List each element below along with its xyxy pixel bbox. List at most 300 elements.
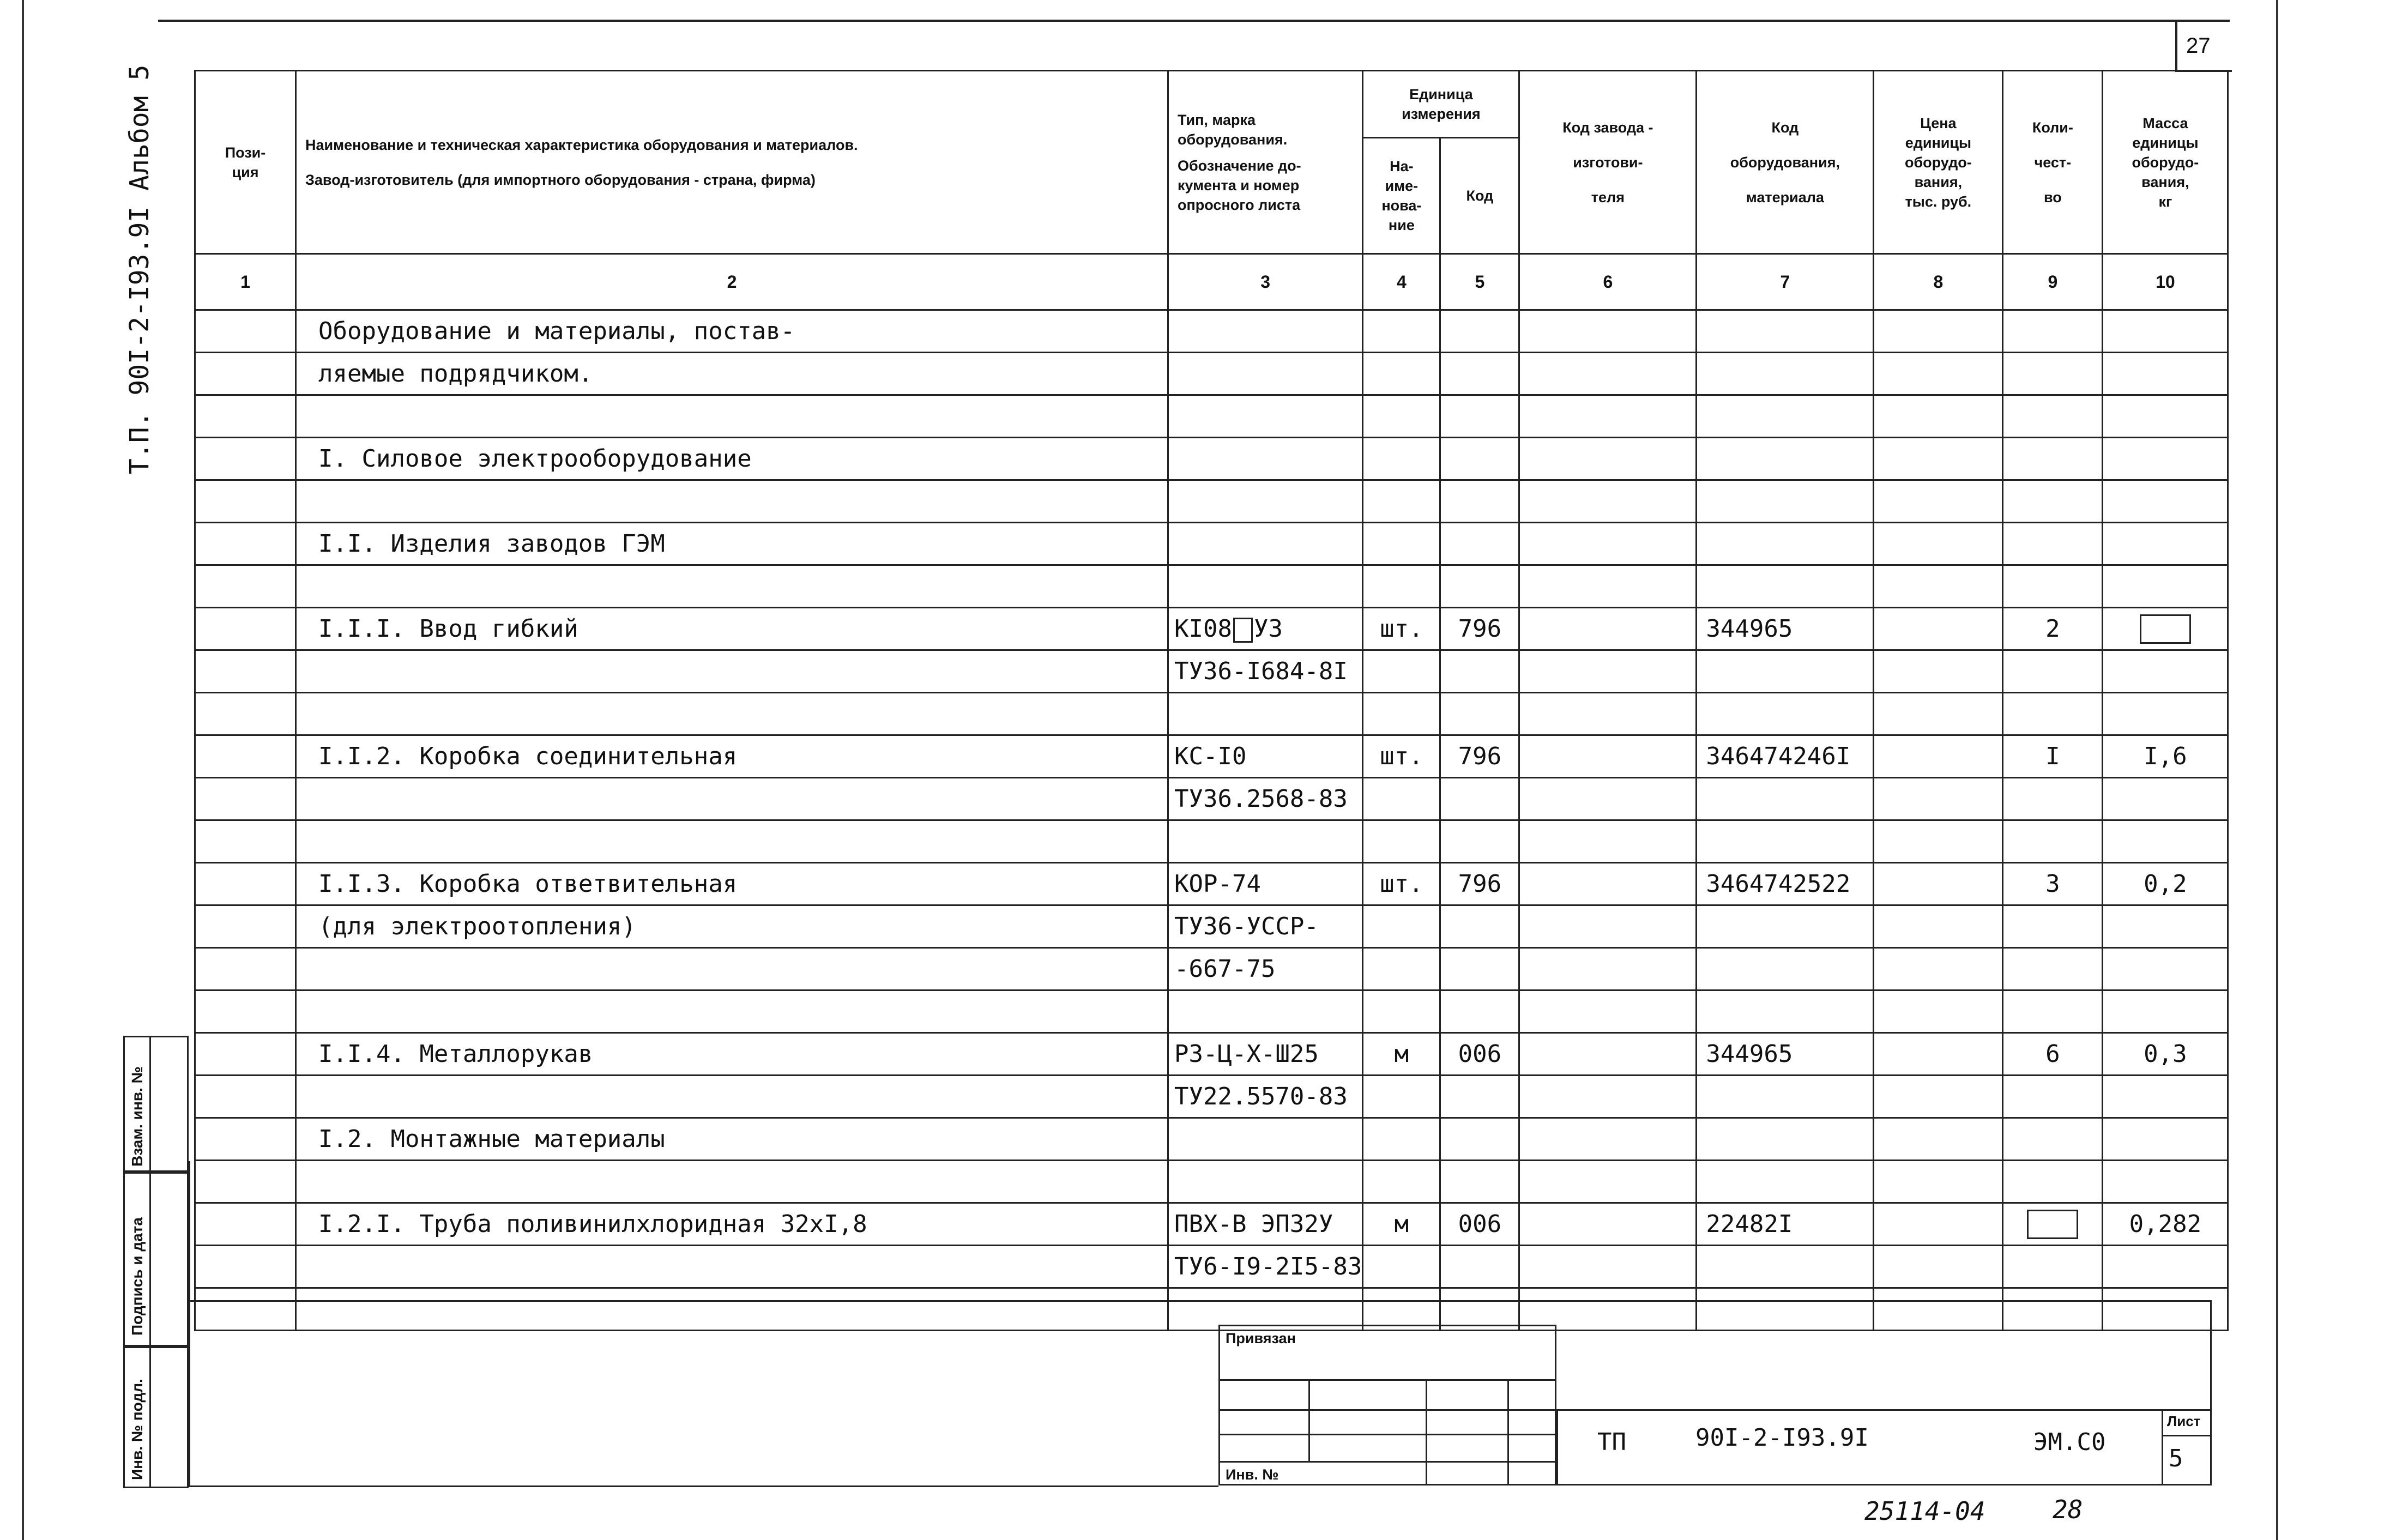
table-row: [195, 310, 2228, 353]
unit-cell: м: [1363, 1033, 1440, 1076]
unit-cell: [1363, 1118, 1440, 1161]
header-unit-group: Единица измерения: [1363, 71, 1519, 138]
name-cell: I.2. Монтажные материалы: [296, 1118, 1168, 1161]
page-top-border: [158, 20, 2230, 22]
quantity-cell: [2003, 1076, 2103, 1118]
code-cell: 796: [1440, 863, 1519, 905]
table-row: [195, 1288, 2228, 1331]
header-quantity: Коли- чест- во: [2003, 71, 2103, 254]
table-row: [195, 438, 2228, 480]
position-cell: [195, 1033, 296, 1076]
equipment-code-cell: [1697, 693, 1874, 735]
unit-cell: [1363, 310, 1440, 353]
equipment-code-cell: [1697, 991, 1874, 1033]
name-cell: [296, 1246, 1168, 1288]
code-cell: [1440, 650, 1519, 693]
price-cell: [1874, 1161, 2003, 1203]
maker-code-cell: [1519, 565, 1697, 608]
unit-cell: [1363, 438, 1440, 480]
unit-cell: м: [1363, 1203, 1440, 1246]
maker-code-cell: [1519, 1203, 1697, 1246]
sheet-number: 27: [2186, 34, 2211, 58]
mass-cell: [2103, 820, 2228, 863]
type-cell: KI08 У3: [1168, 608, 1363, 650]
type-cell: ТУ22.5570-83: [1168, 1076, 1363, 1118]
mass-cell: [2103, 948, 2228, 991]
name-cell: [296, 991, 1168, 1033]
header-maker-code: Код завода - изготови- теля: [1519, 71, 1697, 254]
price-cell: [1874, 523, 2003, 565]
code-cell: [1440, 395, 1519, 438]
type-cell: [1168, 353, 1363, 395]
code-cell: 796: [1440, 735, 1519, 778]
unit-cell: шт.: [1363, 735, 1440, 778]
code-cell: [1440, 1288, 1519, 1331]
equipment-code-cell: 22482I: [1697, 1203, 1874, 1246]
code-cell: [1440, 948, 1519, 991]
equipment-code-cell: [1697, 1246, 1874, 1288]
title-block: [1556, 1409, 2212, 1485]
name-cell: [296, 565, 1168, 608]
unit-cell: [1363, 1246, 1440, 1288]
unit-cell: [1363, 991, 1440, 1033]
unit-cell: шт.: [1363, 608, 1440, 650]
column-number: 9: [2003, 254, 2103, 310]
quantity-cell: I: [2003, 735, 2103, 778]
price-cell: [1874, 565, 2003, 608]
title-tp: ТП: [1597, 1428, 1626, 1456]
maker-code-cell: [1519, 863, 1697, 905]
table-row: [195, 1246, 2228, 1288]
table-row: [195, 863, 2228, 905]
maker-code-cell: [1519, 693, 1697, 735]
position-cell: [195, 778, 296, 820]
position-cell: [195, 948, 296, 991]
type-cell: [1168, 523, 1363, 565]
code-cell: [1440, 991, 1519, 1033]
quantity-cell: [2003, 948, 2103, 991]
code-cell: [1440, 1118, 1519, 1161]
quantity-cell: [2003, 1203, 2103, 1246]
table-row: [195, 395, 2228, 438]
equipment-code-cell: [1697, 1161, 1874, 1203]
type-cell: ТУ36-УССР-: [1168, 905, 1363, 948]
table-row: [195, 948, 2228, 991]
side-label-vzam: Взам. инв. №: [129, 1066, 146, 1167]
header-row-1: [195, 71, 2228, 138]
quantity-cell: [2003, 778, 2103, 820]
price-cell: [1874, 863, 2003, 905]
maker-code-cell: [1519, 991, 1697, 1033]
name-cell: [296, 778, 1168, 820]
mass-cell: [2103, 438, 2228, 480]
quantity-cell: [2003, 650, 2103, 693]
quantity-cell: [2003, 565, 2103, 608]
name-cell: ляемые подрядчиком.: [296, 353, 1168, 395]
position-cell: [195, 1118, 296, 1161]
table-row: [195, 1203, 2228, 1246]
mass-cell: [2103, 650, 2228, 693]
maker-code-cell: [1519, 438, 1697, 480]
column-number-row: [195, 254, 2228, 310]
code-cell: [1440, 480, 1519, 523]
price-cell: [1874, 735, 2003, 778]
table-row: [195, 735, 2228, 778]
mass-cell: [2103, 905, 2228, 948]
code-cell: [1440, 523, 1519, 565]
type-cell: Р3-Ц-Х-Ш25: [1168, 1033, 1363, 1076]
price-cell: [1874, 948, 2003, 991]
equipment-code-cell: [1697, 310, 1874, 353]
name-cell: [296, 395, 1168, 438]
price-cell: [1874, 438, 2003, 480]
mass-cell: [2103, 395, 2228, 438]
binding-title: Привязан: [1226, 1330, 1296, 1346]
mass-cell: [2103, 565, 2228, 608]
header-unit-name: На- име- нова- ние: [1363, 138, 1440, 254]
specification-table: [194, 70, 2229, 1331]
name-cell: [296, 1076, 1168, 1118]
price-cell: [1874, 395, 2003, 438]
type-cell: [1168, 438, 1363, 480]
code-cell: [1440, 438, 1519, 480]
code-cell: 006: [1440, 1033, 1519, 1076]
mass-cell: [2103, 1118, 2228, 1161]
column-number: 4: [1363, 254, 1440, 310]
blank-box: [2027, 1210, 2078, 1239]
equipment-code-cell: 346474246I: [1697, 735, 1874, 778]
bottom-stamp: 25114-04: [1864, 1496, 1985, 1526]
code-cell: [1440, 778, 1519, 820]
header-equipment-code: Код оборудования, материала: [1697, 71, 1874, 254]
quantity-cell: [2003, 438, 2103, 480]
table-row: [195, 353, 2228, 395]
name-cell: I.I.4. Металлорукав: [296, 1033, 1168, 1076]
position-cell: [195, 693, 296, 735]
code-cell: 796: [1440, 608, 1519, 650]
inv-number-label: Инв. №: [1226, 1466, 1279, 1483]
quantity-cell: [2003, 395, 2103, 438]
maker-code-cell: [1519, 1076, 1697, 1118]
name-cell: [296, 693, 1168, 735]
unit-cell: [1363, 905, 1440, 948]
quantity-cell: [2003, 353, 2103, 395]
page-right-edge: [2276, 0, 2278, 1540]
quantity-cell: [2003, 991, 2103, 1033]
position-cell: [195, 905, 296, 948]
price-cell: [1874, 820, 2003, 863]
mass-cell: [2103, 693, 2228, 735]
column-number: 5: [1440, 254, 1519, 310]
blank-box: [1233, 618, 1253, 643]
price-cell: [1874, 353, 2003, 395]
code-cell: [1440, 905, 1519, 948]
header-mass: Масса единицы оборудо- вания, кг: [2103, 71, 2228, 254]
table-row: [195, 1033, 2228, 1076]
frame-bottom-left: [189, 1485, 1218, 1487]
unit-cell: [1363, 650, 1440, 693]
equipment-code-cell: [1697, 395, 1874, 438]
type-cell: ТУ36-I684-8I: [1168, 650, 1363, 693]
mass-cell: [2103, 480, 2228, 523]
type-cell: [1168, 1118, 1363, 1161]
mass-cell: I,6: [2103, 735, 2228, 778]
quantity-cell: 2: [2003, 608, 2103, 650]
maker-code-cell: [1519, 650, 1697, 693]
type-cell: [1168, 480, 1363, 523]
mass-cell: [2103, 353, 2228, 395]
unit-cell: [1363, 948, 1440, 991]
type-cell: [1168, 395, 1363, 438]
maker-code-cell: [1519, 820, 1697, 863]
code-cell: [1440, 1161, 1519, 1203]
table-body: [195, 310, 2228, 1331]
mass-cell: 0,3: [2103, 1033, 2228, 1076]
type-cell: [1168, 991, 1363, 1033]
name-cell: I.I.I. Ввод гибкий: [296, 608, 1168, 650]
table-row: [195, 565, 2228, 608]
unit-cell: [1363, 778, 1440, 820]
type-cell: [1168, 820, 1363, 863]
equipment-code-cell: [1697, 565, 1874, 608]
table-row: [195, 693, 2228, 735]
equipment-code-cell: [1697, 905, 1874, 948]
price-cell: [1874, 693, 2003, 735]
maker-code-cell: [1519, 1288, 1697, 1331]
type-cell: [1168, 310, 1363, 353]
quantity-cell: [2003, 480, 2103, 523]
position-cell: [195, 1288, 296, 1331]
quantity-cell: [2003, 1288, 2103, 1331]
table-row: [195, 1161, 2228, 1203]
code-cell: [1440, 353, 1519, 395]
unit-cell: [1363, 480, 1440, 523]
column-number: 10: [2103, 254, 2228, 310]
mass-cell: [2103, 1161, 2228, 1203]
mass-cell: 0,282: [2103, 1203, 2228, 1246]
equipment-code-cell: [1697, 353, 1874, 395]
position-cell: [195, 565, 296, 608]
name-cell: Оборудование и материалы, постав-: [296, 310, 1168, 353]
unit-cell: [1363, 1076, 1440, 1118]
quantity-cell: [2003, 1118, 2103, 1161]
maker-code-cell: [1519, 523, 1697, 565]
code-cell: [1440, 565, 1519, 608]
equipment-code-cell: 344965: [1697, 1033, 1874, 1076]
maker-code-cell: [1519, 735, 1697, 778]
mass-cell: [2103, 608, 2228, 650]
code-cell: [1440, 1246, 1519, 1288]
column-number: 3: [1168, 254, 1363, 310]
price-cell: [1874, 650, 2003, 693]
equipment-code-cell: [1697, 1076, 1874, 1118]
title-sheet-label: Лист: [2167, 1413, 2201, 1429]
maker-code-cell: [1519, 948, 1697, 991]
title-drawing-mark: ЭМ.С0: [2033, 1428, 2106, 1456]
equipment-code-cell: [1697, 948, 1874, 991]
quantity-cell: 3: [2003, 863, 2103, 905]
title-project-code: 90I-2-I93.9I: [1695, 1424, 1869, 1452]
table-row: [195, 608, 2228, 650]
quantity-cell: [2003, 693, 2103, 735]
column-number: 2: [296, 254, 1168, 310]
name-cell: [296, 650, 1168, 693]
table-row: [195, 991, 2228, 1033]
table-row: [195, 650, 2228, 693]
unit-cell: шт.: [1363, 863, 1440, 905]
header-name: Наименование и техническая характеристика оборудования и материалов. Завод-изготовитель (для импортного оборудования - страна, фирма): [296, 71, 1168, 254]
table-row: [195, 1076, 2228, 1118]
mass-cell: [2103, 1076, 2228, 1118]
position-cell: [195, 608, 296, 650]
equipment-code-cell: [1697, 480, 1874, 523]
unit-cell: [1363, 523, 1440, 565]
name-cell: I.I.3. Коробка ответвительная: [296, 863, 1168, 905]
type-cell: [1168, 1288, 1363, 1331]
equipment-code-cell: [1697, 438, 1874, 480]
bottom-page-number: 28: [2053, 1495, 2083, 1524]
name-cell: [296, 1161, 1168, 1203]
type-cell: ПВХ-В ЭП32У: [1168, 1203, 1363, 1246]
equipment-code-cell: [1697, 1288, 1874, 1331]
price-cell: [1874, 778, 2003, 820]
quantity-cell: [2003, 905, 2103, 948]
price-cell: [1874, 1203, 2003, 1246]
side-stamp: Т.П. 90I-2-I93.9I Альбом 5: [124, 64, 155, 474]
maker-code-cell: [1519, 480, 1697, 523]
mass-cell: [2103, 778, 2228, 820]
price-cell: [1874, 608, 2003, 650]
code-cell: [1440, 820, 1519, 863]
position-cell: [195, 991, 296, 1033]
price-cell: [1874, 1076, 2003, 1118]
name-cell: [296, 1288, 1168, 1331]
mass-cell: [2103, 1288, 2228, 1331]
type-cell: КС-I0: [1168, 735, 1363, 778]
unit-cell: [1363, 1161, 1440, 1203]
code-cell: 006: [1440, 1203, 1519, 1246]
column-number: 8: [1874, 254, 2003, 310]
unit-cell: [1363, 1288, 1440, 1331]
table-row: [195, 905, 2228, 948]
mass-cell: [2103, 310, 2228, 353]
column-number: 1: [195, 254, 296, 310]
position-cell: [195, 650, 296, 693]
unit-cell: [1363, 353, 1440, 395]
position-cell: [195, 1203, 296, 1246]
maker-code-cell: [1519, 608, 1697, 650]
price-cell: [1874, 1288, 2003, 1331]
code-cell: [1440, 310, 1519, 353]
position-cell: [195, 1161, 296, 1203]
position-cell: [195, 480, 296, 523]
unit-cell: [1363, 565, 1440, 608]
maker-code-cell: [1519, 395, 1697, 438]
name-cell: I.2.I. Труба поливинилхлоридная 32xI,8: [296, 1203, 1168, 1246]
table-row: [195, 820, 2228, 863]
table-row: [195, 523, 2228, 565]
mass-cell: 0,2: [2103, 863, 2228, 905]
side-label-podpis: Подпись и дата: [129, 1217, 146, 1336]
unit-cell: [1363, 693, 1440, 735]
price-cell: [1874, 1246, 2003, 1288]
code-cell: [1440, 1076, 1519, 1118]
equipment-code-cell: 344965: [1697, 608, 1874, 650]
type-cell: ТУ6-I9-2I5-83: [1168, 1246, 1363, 1288]
position-cell: [195, 1076, 296, 1118]
name-cell: I. Силовое электрооборудование: [296, 438, 1168, 480]
quantity-cell: [2003, 523, 2103, 565]
equipment-code-cell: [1697, 820, 1874, 863]
header-type: Тип, марка оборудования. Обозначение до- кумента и номер опросного листа: [1168, 71, 1363, 254]
price-cell: [1874, 905, 2003, 948]
page-left-edge: [22, 0, 24, 1540]
position-cell: [195, 820, 296, 863]
position-cell: [195, 1246, 296, 1288]
maker-code-cell: [1519, 353, 1697, 395]
maker-code-cell: [1519, 1161, 1697, 1203]
type-cell: [1168, 565, 1363, 608]
blank-box: [2140, 614, 2191, 644]
name-cell: [296, 480, 1168, 523]
maker-code-cell: [1519, 310, 1697, 353]
column-number: 6: [1519, 254, 1697, 310]
equipment-code-cell: [1697, 778, 1874, 820]
equipment-code-cell: [1697, 523, 1874, 565]
name-cell: (для электроотопления): [296, 905, 1168, 948]
table-row: [195, 480, 2228, 523]
position-cell: [195, 523, 296, 565]
table-row: [195, 1118, 2228, 1161]
price-cell: [1874, 480, 2003, 523]
type-cell: ТУ36.2568-83: [1168, 778, 1363, 820]
quantity-cell: [2003, 310, 2103, 353]
mass-cell: [2103, 991, 2228, 1033]
equipment-code-cell: [1697, 650, 1874, 693]
mass-cell: [2103, 1246, 2228, 1288]
equipment-code-cell: 3464742522: [1697, 863, 1874, 905]
maker-code-cell: [1519, 1246, 1697, 1288]
type-cell: -667-75: [1168, 948, 1363, 991]
quantity-cell: [2003, 1246, 2103, 1288]
quantity-cell: [2003, 1161, 2103, 1203]
maker-code-cell: [1519, 778, 1697, 820]
quantity-cell: [2003, 820, 2103, 863]
unit-cell: [1363, 395, 1440, 438]
price-cell: [1874, 1033, 2003, 1076]
type-cell: [1168, 1161, 1363, 1203]
title-sheet-number: 5: [2169, 1445, 2183, 1472]
name-cell: [296, 948, 1168, 991]
maker-code-cell: [1519, 1118, 1697, 1161]
type-cell: КОР-74: [1168, 863, 1363, 905]
table-row: [195, 778, 2228, 820]
side-grid: [123, 1036, 189, 1488]
position-cell: [195, 863, 296, 905]
code-cell: [1440, 693, 1519, 735]
position-cell: [195, 353, 296, 395]
price-cell: [1874, 991, 2003, 1033]
maker-code-cell: [1519, 1033, 1697, 1076]
price-cell: [1874, 1118, 2003, 1161]
column-number: 7: [1697, 254, 1874, 310]
header-price: Цена единицы оборудо- вания, тыс. руб.: [1874, 71, 2003, 254]
header-position: Пози- ция: [195, 71, 296, 254]
price-cell: [1874, 310, 2003, 353]
position-cell: [195, 310, 296, 353]
table-bottom-line: [189, 1300, 2212, 1302]
name-cell: [296, 820, 1168, 863]
